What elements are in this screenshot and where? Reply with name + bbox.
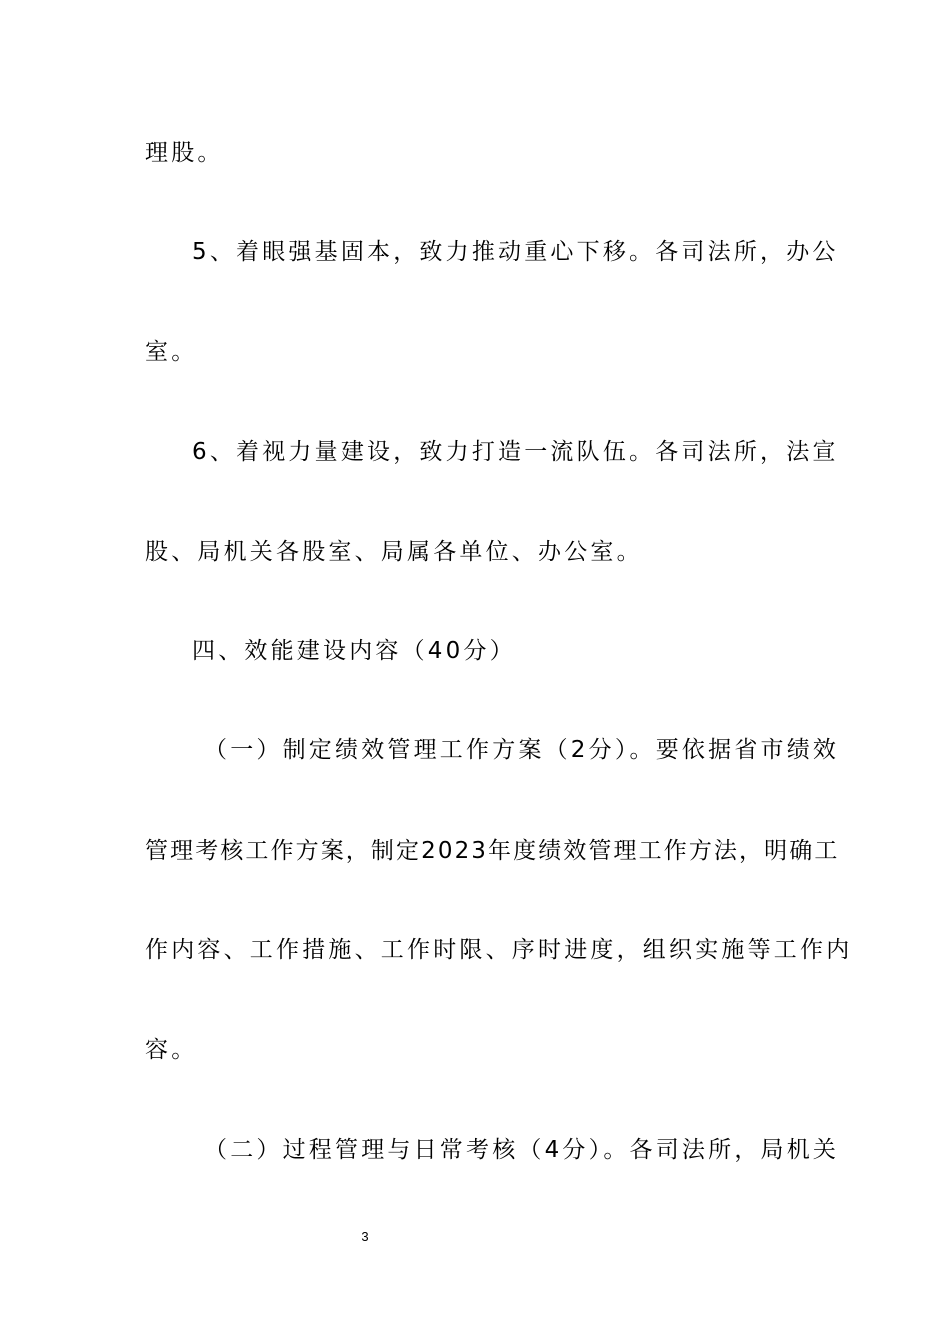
- paragraph-line: 管理考核工作方案，制定2023年度绩效管理工作方法，明确工: [145, 838, 840, 864]
- paragraph-line: （一）制定绩效管理工作方案（2分）。要依据省市绩效: [204, 737, 840, 763]
- paragraph-line: 6、着视力量建设，致力打造一流队伍。各司法所，法宣: [192, 439, 839, 465]
- section-heading: 四、效能建设内容（40分）: [192, 638, 516, 664]
- paragraph-line: 股、局机关各股室、局属各单位、办公室。: [145, 539, 643, 565]
- paragraph-line: 5、着眼强基固本，致力推动重心下移。各司法所，办公: [192, 239, 839, 265]
- paragraph-line: 作内容、工作措施、工作时限、序时进度，组织实施等工作内: [145, 937, 853, 963]
- page-number: 3: [361, 1229, 369, 1244]
- paragraph-line: 容。: [145, 1037, 198, 1063]
- paragraph-line: 室。: [145, 339, 198, 365]
- paragraph-line: （二）过程管理与日常考核（4分）。各司法所，局机关: [204, 1137, 840, 1163]
- paragraph-line: 理股。: [145, 140, 224, 166]
